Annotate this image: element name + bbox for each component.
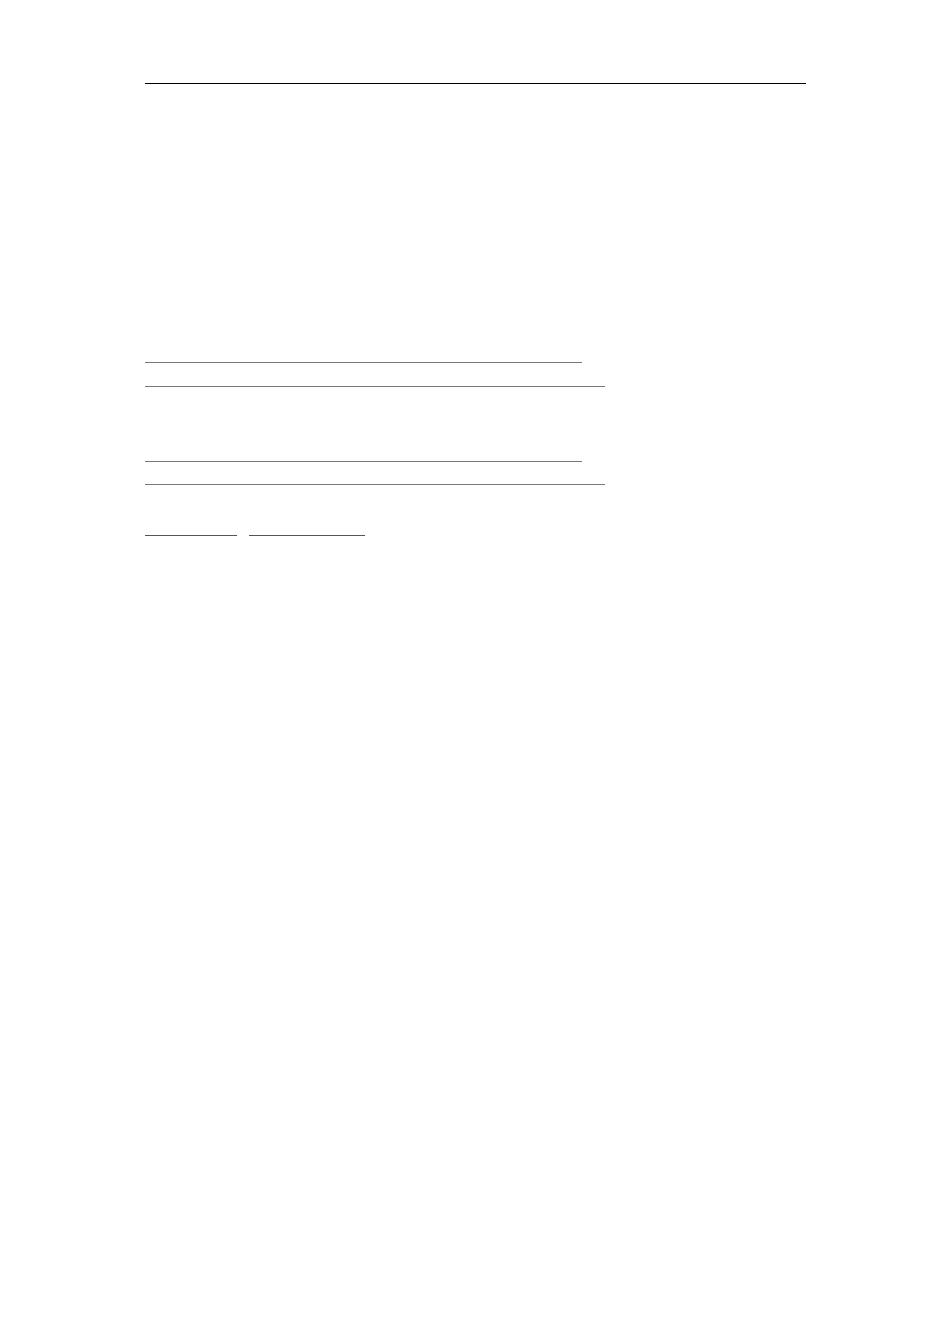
poem2-line — [145, 294, 815, 319]
blank-rule — [145, 484, 605, 485]
answer-blank[interactable] — [145, 348, 582, 363]
poem1-title — [145, 122, 815, 147]
question-9-1 — [145, 516, 815, 541]
page-content — [145, 122, 815, 565]
question-8-1 — [145, 319, 815, 344]
answer-blank-line[interactable] — [145, 368, 815, 393]
poem2-title — [145, 220, 815, 245]
fill-blank-2[interactable] — [249, 521, 365, 536]
answer-blank[interactable] — [145, 447, 582, 462]
answer-line — [145, 442, 815, 467]
answer-line — [145, 343, 815, 368]
poem2-author — [145, 245, 815, 270]
poem1-author — [145, 147, 815, 172]
answer-blank-line[interactable] — [145, 466, 815, 491]
question-8-2 — [145, 393, 815, 418]
poem1-line — [145, 196, 815, 221]
poem2-line — [145, 270, 815, 295]
blank-rule — [145, 386, 605, 387]
question-8-2 — [145, 417, 815, 442]
question-9 — [145, 491, 815, 516]
question-9-source — [145, 540, 815, 565]
poem1-line — [145, 171, 815, 196]
fill-blank-1[interactable] — [145, 521, 237, 536]
header-rule — [145, 83, 806, 84]
